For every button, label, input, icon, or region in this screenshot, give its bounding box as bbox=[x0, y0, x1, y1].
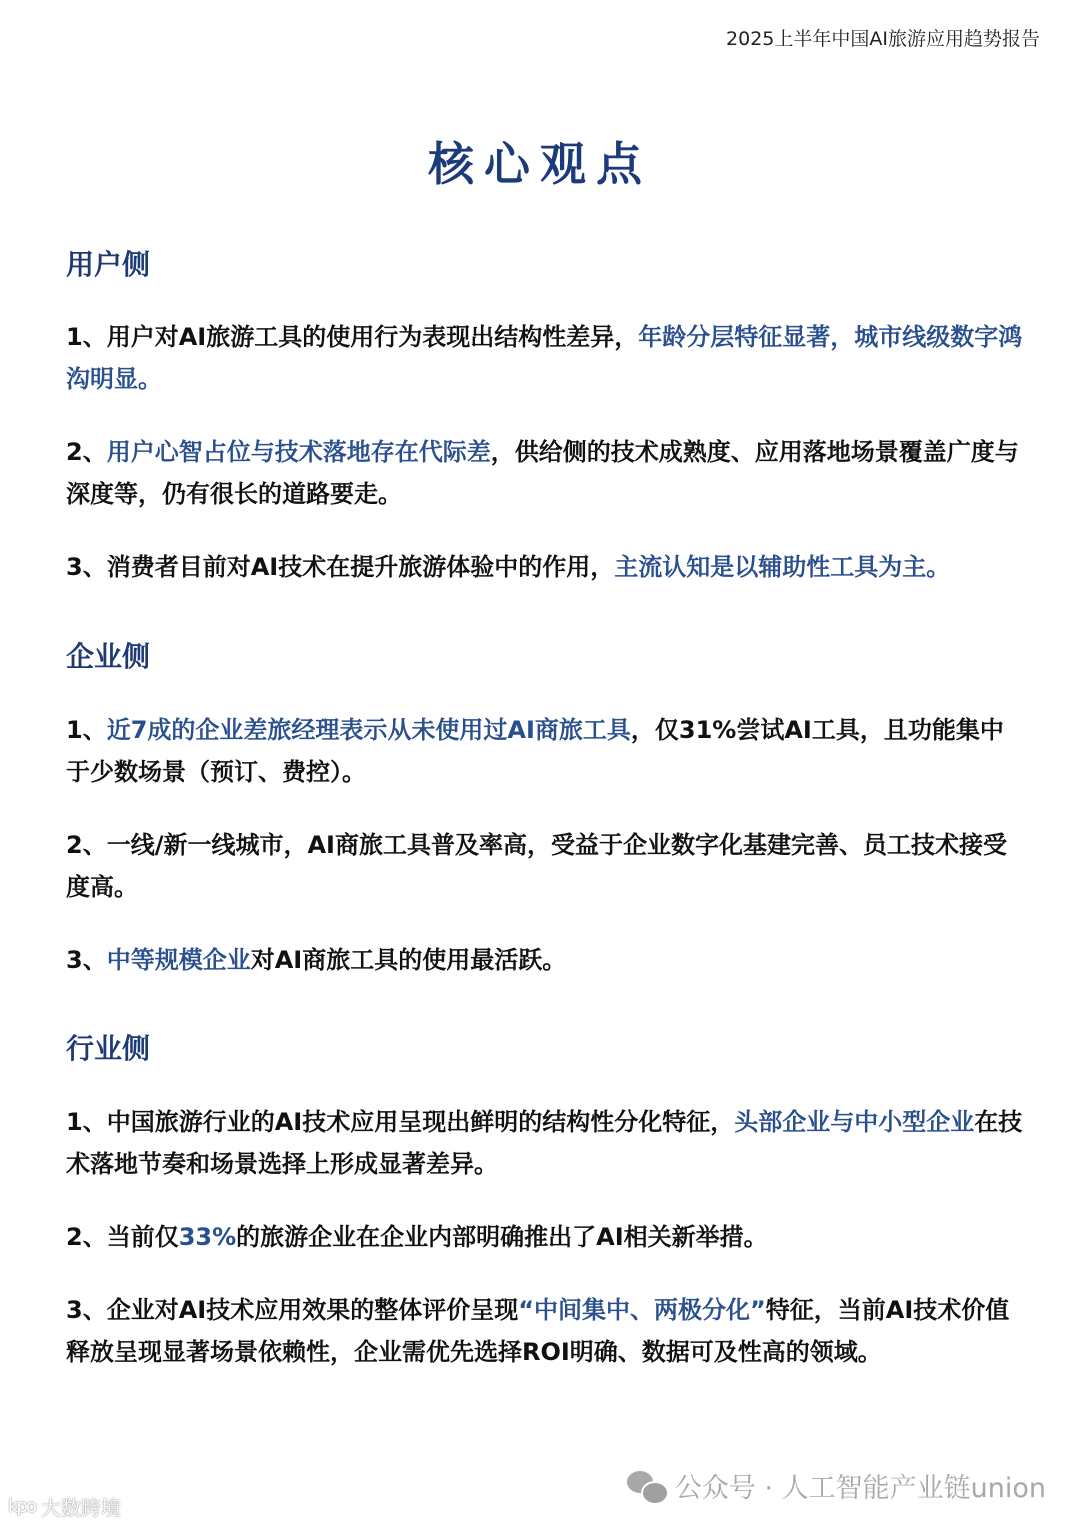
enterprise-point-2 bbox=[66, 824, 1026, 908]
text-segment: 2、当前仅 bbox=[66, 1223, 179, 1251]
user-point-3 bbox=[66, 546, 1026, 588]
text-segment: 特征，当前AI技术价值释放呈现显著场景依赖性，企业需优先选择ROI明确、数据可及性高的领域。 bbox=[66, 1296, 1010, 1366]
wechat-account-label: 公众号 · 人工智能产业链union bbox=[674, 1473, 1046, 1504]
wechat-watermark bbox=[627, 1466, 1046, 1505]
brand-logo-icon: kpo bbox=[8, 1496, 35, 1517]
industry-point-1 bbox=[66, 1101, 1026, 1185]
highlight-segment: 主流认知是以辅助性工具为主。 bbox=[614, 553, 951, 581]
text-segment: 2、一线/新一线城市，AI商旅工具普及率高，受益于企业数字化基建完善、员工技术接受度高。 bbox=[66, 831, 1007, 901]
section-heading-enterprise: 企业侧 bbox=[66, 640, 151, 673]
highlight-segment: 33% bbox=[178, 1223, 237, 1251]
text-segment: ，供给侧的技术成熟度、应用落地场景覆盖广度与深度等，仍有很长的道路要走。 bbox=[66, 438, 1019, 508]
section-heading-industry: 行业侧 bbox=[66, 1032, 151, 1065]
section-heading-user: 用户侧 bbox=[66, 248, 151, 281]
highlight-segment: 头部企业与中小型企业 bbox=[734, 1108, 975, 1136]
text-segment: 2、 bbox=[66, 438, 107, 466]
industry-point-2 bbox=[66, 1216, 1026, 1258]
user-point-2 bbox=[66, 431, 1026, 515]
highlight-segment: “中间集中、两极分化” bbox=[518, 1296, 766, 1324]
enterprise-point-1 bbox=[66, 709, 1026, 793]
text-segment: 3、企业对AI技术应用效果的整体评价呈现 bbox=[66, 1296, 519, 1324]
user-point-1 bbox=[66, 316, 1026, 400]
text-segment: 的旅游企业在企业内部明确推出了AI相关新举措。 bbox=[236, 1223, 768, 1251]
text-segment: 3、消费者目前对AI技术在提升旅游体验中的作用， bbox=[66, 553, 615, 581]
source-watermark bbox=[8, 1492, 121, 1521]
text-segment: 对AI商旅工具的使用最活跃。 bbox=[250, 946, 567, 974]
text-segment: 1、中国旅游行业的AI技术应用呈现出鲜明的结构性分化特征， bbox=[66, 1108, 735, 1136]
highlight-segment: 中等规模企业 bbox=[106, 946, 251, 974]
report-title: 2025上半年中国AI旅游应用趋势报告 bbox=[726, 28, 1040, 50]
highlight-segment: 近7成的企业差旅经理表示从未使用过AI商旅工具 bbox=[106, 716, 631, 744]
text-segment: ，仅31%尝试AI工具，且功能集中于少数场景（预订、费控）。 bbox=[66, 716, 1004, 786]
text-segment: 1、 bbox=[66, 716, 107, 744]
text-segment: 3、 bbox=[66, 946, 107, 974]
brand-logo-text: 大数跨境 bbox=[40, 1496, 121, 1520]
highlight-segment: 用户心智占位与技术落地存在代际差 bbox=[106, 438, 491, 466]
text-segment: 1、用户对AI旅游工具的使用行为表现出结构性差异， bbox=[66, 323, 639, 351]
page-title: 核心观点 bbox=[428, 137, 652, 191]
core-points-content bbox=[66, 240, 1026, 1373]
wechat-icon bbox=[627, 1469, 667, 1503]
highlight-segment: 年龄分层特征显著，城市线级数字鸿沟明显。 bbox=[66, 323, 1023, 393]
text-segment: 在技术落地节奏和场景选择上形成显著差异。 bbox=[66, 1108, 1023, 1178]
enterprise-point-3 bbox=[66, 939, 1026, 981]
industry-point-3 bbox=[66, 1289, 1026, 1373]
